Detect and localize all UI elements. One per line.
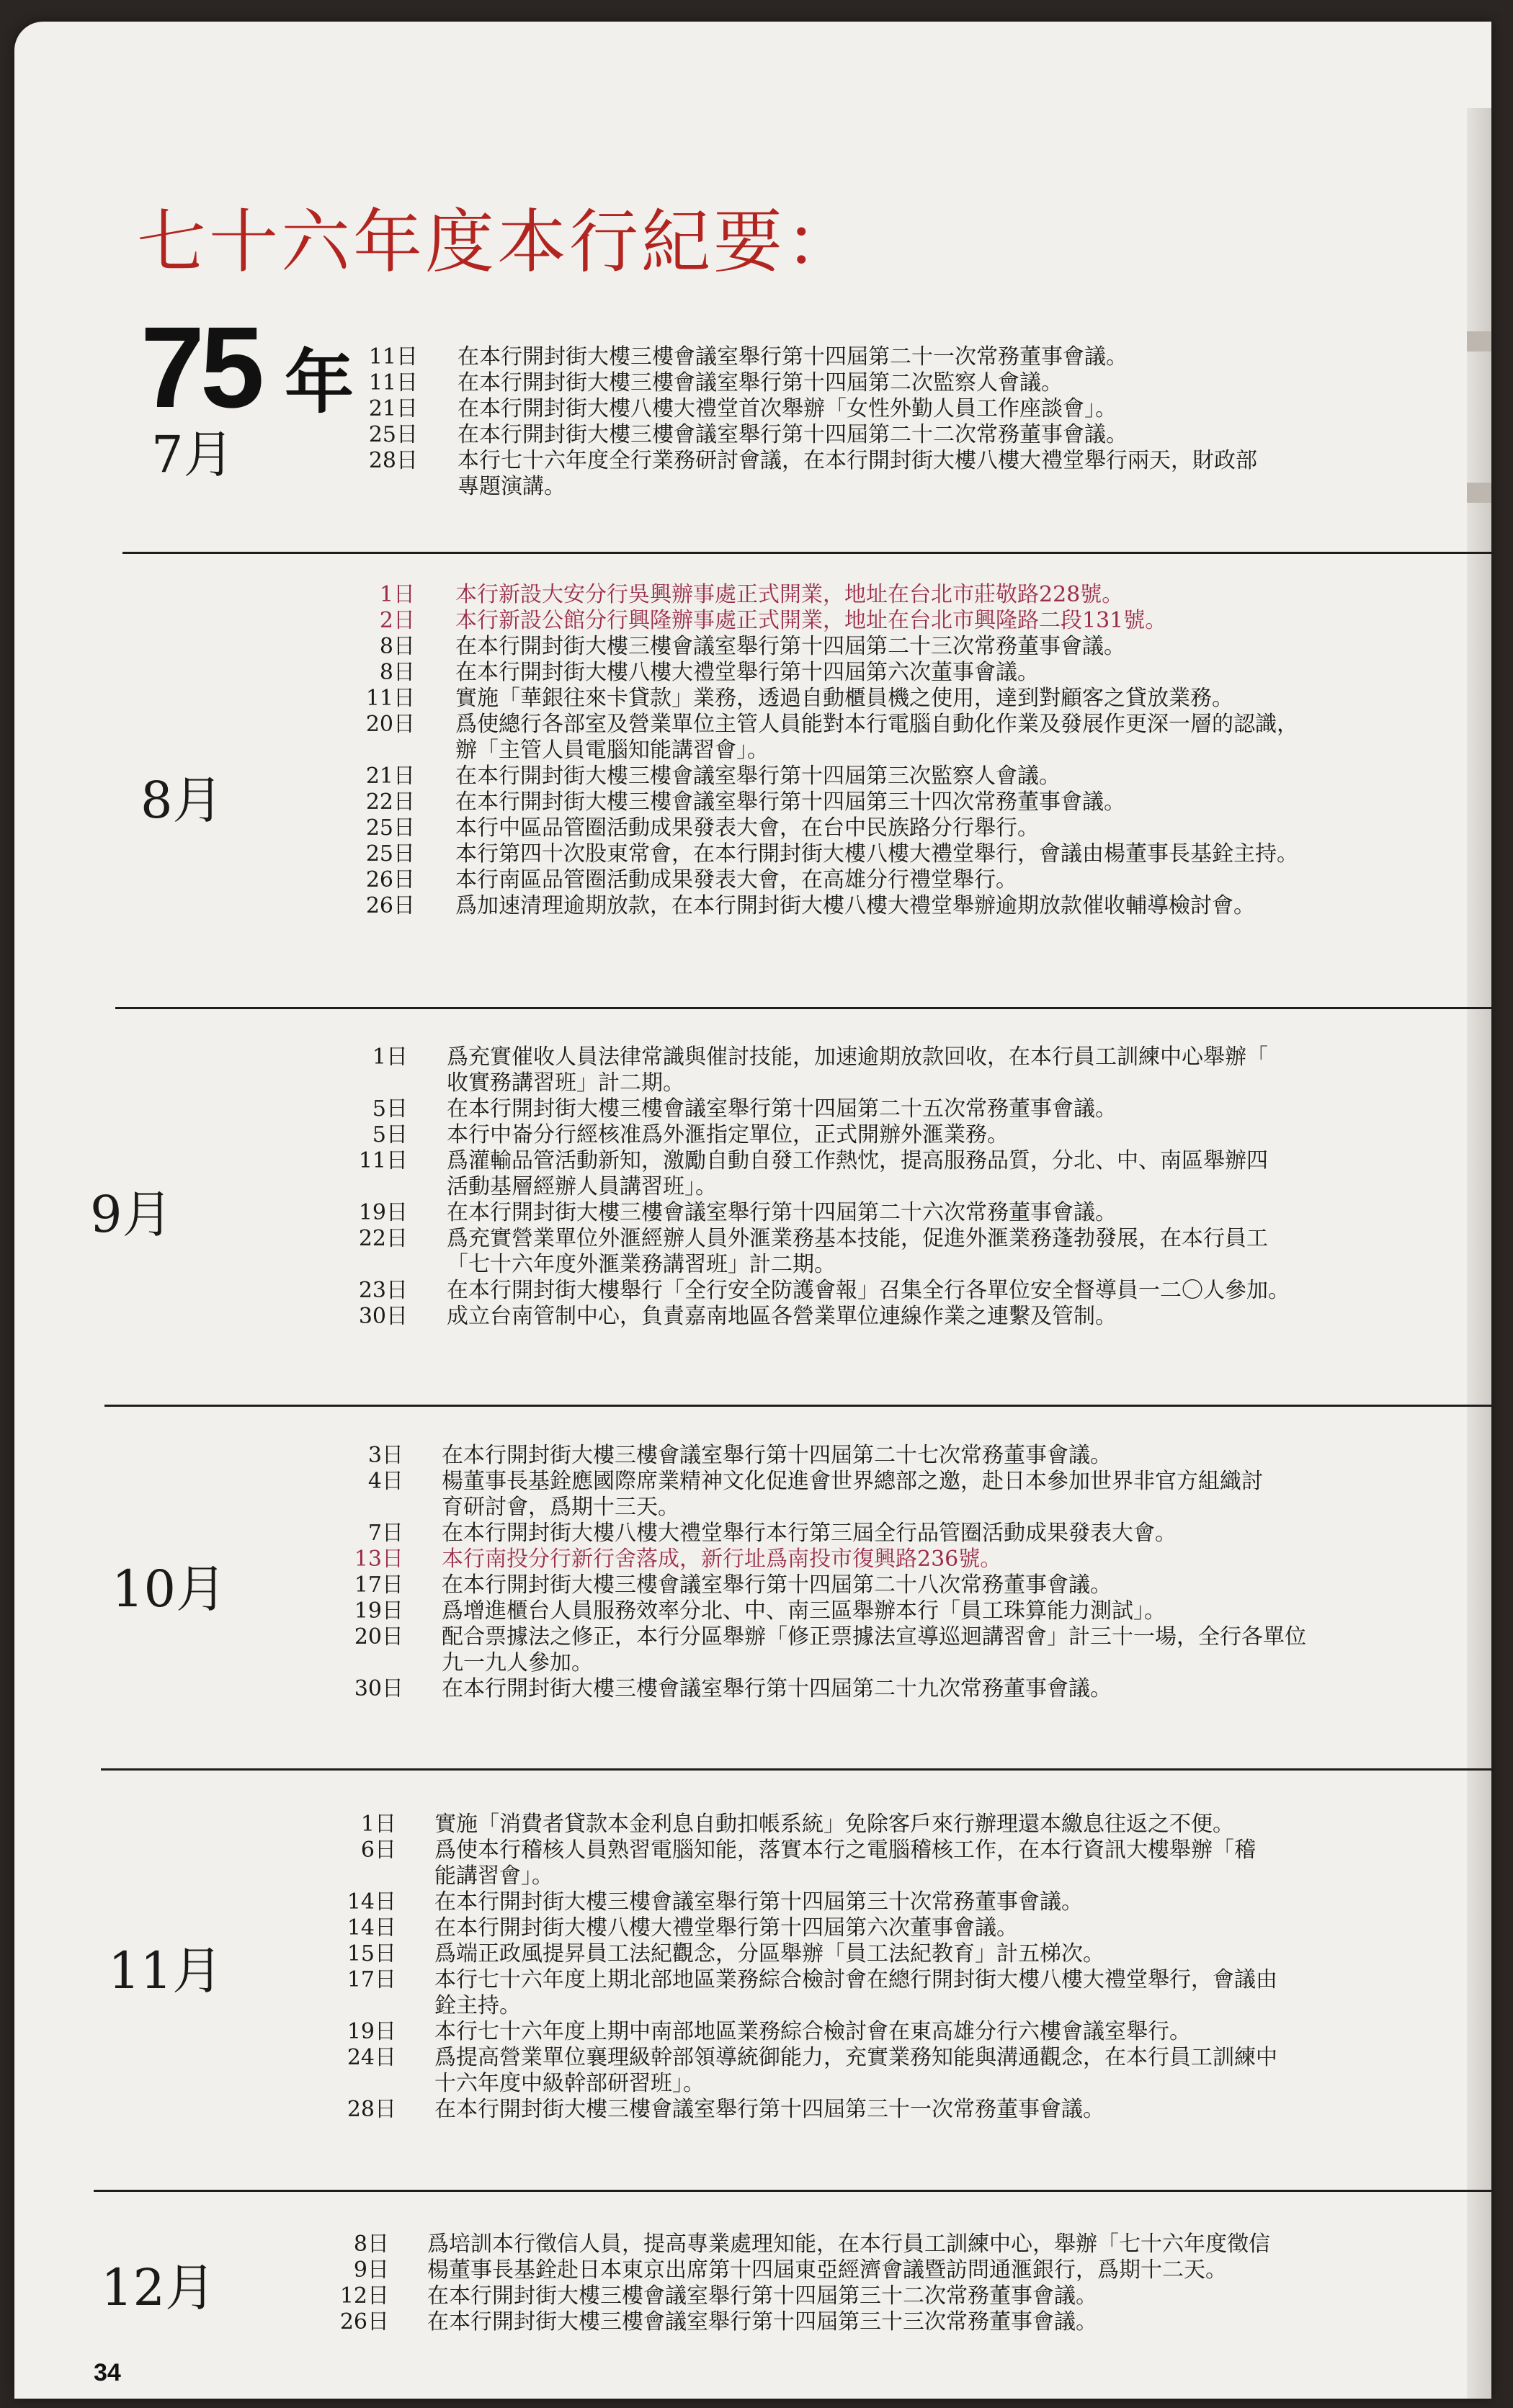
event-text-continued: 育研討會，爲期十三天。 (442, 1495, 679, 1520)
event-row (14, 416, 1491, 447)
event-text: 在本行開封街大樓三樓會議室舉行第十四屆第二十五次常務董事會議。 (447, 1096, 1117, 1122)
event-text: 本行第四十次股東常會，在本行開封街大樓八樓大禮堂舉行，會議由楊董事長基銓主持。 (455, 841, 1298, 867)
event-row (14, 810, 1491, 841)
event-text: 爲充實營業單位外滙經辦人員外滙業務基本技能，促進外滙業務蓬勃發展，在本行員工 (447, 1226, 1268, 1251)
event-day: 28日 (347, 2097, 396, 2122)
event-day: 11日 (368, 370, 418, 395)
month-label: 10月 (112, 1559, 227, 1619)
event-text: 在本行開封街大樓三樓會議室舉行第十四屆第三十次常務董事會議。 (434, 1889, 1083, 1915)
event-text-continued: 辦「主管人員電腦知能講習會」。 (455, 738, 769, 763)
event-day: 11日 (368, 344, 418, 370)
event-text: 本行中區品管圈活動成果發表大會，在台中民族路分行舉行。 (455, 815, 1039, 841)
event-text: 在本行開封街大樓八樓大禮堂舉行本行第三屆全行品管圈活動成果發表大會。 (442, 1521, 1177, 1546)
event-text: 實施「消費者貸款本金利息自動扣帳系統」免除客戶來行辦理還本繳息往返之不便。 (434, 1812, 1234, 1837)
event-day: 21日 (368, 396, 418, 421)
event-row (14, 861, 1491, 892)
year-number: 75 (140, 303, 260, 431)
event-text: 實施「華銀往來卡貸款」業務，透過自動櫃員機之使用，達到對顧客之貸放業務。 (455, 686, 1233, 711)
event-day: 8日 (379, 634, 415, 659)
event-row (14, 1039, 1491, 1070)
event-row (14, 339, 1491, 370)
event-row (14, 1116, 1491, 1147)
event-day: 9日 (353, 2257, 389, 2283)
event-text: 本行七十六年度上期北部地區業務綜合檢討會在總行開封街大樓八樓大禮堂舉行，會議由 (434, 1967, 1277, 1992)
event-row (14, 1437, 1491, 1468)
event-row (14, 2013, 1491, 2044)
event-day: 8日 (379, 660, 415, 685)
event-row (14, 1272, 1491, 1303)
event-day: 25日 (365, 815, 415, 841)
event-row (14, 1910, 1491, 1941)
event-row (14, 1619, 1491, 1650)
event-text: 在本行開封街大樓三樓會議室舉行第十四屆第二十八次常務董事會議。 (442, 1572, 1112, 1598)
event-text: 本行新設公館分行興隆辦事處正式開業，地址在台北市興隆路二段131號。 (455, 608, 1167, 633)
event-text-continued: 能講習會」。 (434, 1863, 553, 1889)
event-row (14, 1670, 1491, 1701)
event-text: 在本行開封街大樓三樓會議室舉行第十四屆第三十四次常務董事會議。 (455, 789, 1125, 815)
event-day: 14日 (347, 1889, 396, 1915)
event-day: 14日 (347, 1915, 396, 1941)
event-day: 11日 (358, 1148, 408, 1173)
event-text: 本行南投分行新行舍落成，新行址爲南投市復興路236號。 (442, 1547, 1002, 1572)
event-day: 12日 (339, 2283, 389, 2309)
event-row (14, 1298, 1491, 1329)
event-text-continued: 銓主持。 (434, 1993, 521, 2018)
event-row (14, 1832, 1491, 1863)
event-row (14, 2226, 1491, 2257)
event-text: 爲充實催收人員法律常識與催討技能，加速逾期放款回收，在本行員工訓練中心舉辦「 (447, 1044, 1268, 1070)
event-row (14, 2252, 1491, 2283)
month-divider (115, 1007, 1491, 1009)
event-text: 在本行開封街大樓三樓會議室舉行第十四屆第三次監察人會議。 (455, 764, 1061, 789)
event-text: 楊董事長基銓應國際席業精神文化促進會世界總部之邀，赴日本參加世界非官方組織討 (442, 1469, 1263, 1494)
event-row (14, 758, 1491, 789)
page-edge-mark (1467, 483, 1491, 503)
event-day: 26日 (365, 893, 415, 918)
event-row (14, 1593, 1491, 1624)
event-text: 爲使本行稽核人員熟習電腦知能，落實本行之電腦稽核工作，在本行資訊大樓舉辦「稽 (434, 1838, 1256, 1863)
event-row (14, 1220, 1491, 1251)
event-day: 25日 (365, 841, 415, 867)
event-day: 17日 (347, 1967, 396, 1992)
event-text: 在本行開封街大樓三樓會議室舉行第十四屆第二十九次常務董事會議。 (442, 1676, 1112, 1701)
event-day: 8日 (353, 2232, 389, 2257)
event-day: 22日 (358, 1226, 408, 1251)
event-row (14, 887, 1491, 918)
event-row (14, 364, 1491, 395)
event-text-continued: 九一九人參加。 (442, 1650, 593, 1675)
event-row (14, 2039, 1491, 2070)
month-label: 7月 (151, 425, 234, 484)
event-text: 爲端正政風提昇員工法紀觀念，分區舉辦「員工法紀教育」計五梯次。 (434, 1941, 1104, 1966)
event-text: 本行中崙分行經核准爲外滙指定單位，正式開辦外滙業務。 (447, 1122, 1009, 1147)
event-text: 在本行開封街大樓三樓會議室舉行第十四屆第二十一次常務董事會議。 (458, 344, 1128, 370)
event-text: 在本行開封街大樓八樓大禮堂舉行第十四屆第六次董事會議。 (455, 660, 1039, 685)
event-day: 15日 (347, 1941, 396, 1966)
month-divider (122, 552, 1491, 554)
event-day: 13日 (354, 1547, 403, 1572)
event-row (14, 680, 1491, 711)
event-text: 在本行開封街大樓三樓會議室舉行第十四屆第二十六次常務董事會議。 (447, 1200, 1117, 1225)
event-row (14, 706, 1491, 737)
event-day: 1日 (372, 1044, 408, 1070)
event-day: 1日 (360, 1812, 396, 1837)
event-text: 在本行開封街大樓三樓會議室舉行第十四屆第三十二次常務董事會議。 (427, 2283, 1097, 2309)
event-text: 爲加速清理逾期放款，在本行開封街大樓八樓大禮堂舉辦逾期放款催收輔導檢討會。 (455, 893, 1255, 918)
event-row (14, 628, 1491, 659)
event-text-continued: 專題演講。 (458, 474, 566, 499)
event-day: 11日 (365, 686, 415, 711)
event-day: 21日 (365, 764, 415, 789)
event-text-continued: 收實務講習班」計二期。 (447, 1070, 684, 1096)
event-text: 在本行開封街大樓八樓大禮堂首次舉辦「女性外勤人員工作座談會」。 (458, 396, 1117, 421)
event-day: 5日 (372, 1096, 408, 1122)
event-day: 6日 (360, 1838, 396, 1863)
event-text: 成立台南管制中心，負責嘉南地區各營業單位連線作業之連繫及管制。 (447, 1304, 1117, 1329)
event-row (14, 654, 1491, 685)
event-row (14, 1142, 1491, 1173)
event-text: 在本行開封街大樓舉行「全行安全防護會報」召集全行各單位安全督導員一二〇人參加。 (447, 1278, 1290, 1303)
event-text: 在本行開封街大樓三樓會議室舉行第十四屆第三十三次常務董事會議。 (427, 2309, 1097, 2335)
event-text: 本行七十六年度上期中南部地區業務綜合檢討會在東高雄分行六樓會議室舉行。 (434, 2019, 1191, 2044)
event-day: 23日 (358, 1278, 408, 1303)
month-divider (104, 1405, 1491, 1407)
event-text: 爲培訓本行徵信人員，提高專業處理知能，在本行員工訓練中心，舉辦「七十六年度徵信 (427, 2232, 1270, 2257)
event-text-continued: 「七十六年度外滙業務講習班」計二期。 (447, 1252, 836, 1277)
event-text: 在本行開封街大樓三樓會議室舉行第十四屆第二十二次常務董事會議。 (458, 422, 1128, 447)
event-day: 28日 (368, 448, 418, 473)
event-day: 19日 (347, 2019, 396, 2044)
month-label: 12月 (101, 2258, 216, 2317)
event-row (14, 1541, 1491, 1572)
year-unit: 年 (285, 341, 354, 423)
event-text-continued: 活動基層經辦人員講習班」。 (447, 1174, 717, 1199)
month-label: 8月 (140, 771, 223, 830)
event-text: 在本行開封街大樓三樓會議室舉行第十四屆第二十七次常務董事會議。 (442, 1443, 1112, 1468)
event-text: 在本行開封街大樓八樓大禮堂舉行第十四屆第六次董事會議。 (434, 1915, 1018, 1941)
event-day: 1日 (379, 582, 415, 607)
event-day: 20日 (354, 1624, 403, 1650)
event-row (14, 1091, 1491, 1122)
event-row (14, 602, 1491, 633)
event-row (14, 1884, 1491, 1915)
event-text: 本行新設大安分行吳興辦事處正式開業，地址在台北市莊敬路228號。 (455, 582, 1124, 607)
event-row (14, 390, 1491, 421)
event-row (14, 576, 1491, 607)
event-text-continued: 十六年度中級幹部研習班」。 (434, 2071, 705, 2096)
page-title: 七十六年度本行紀要： (137, 202, 857, 282)
event-text: 楊董事長基銓赴日本東京出席第十四屆東亞經濟會議暨訪問通滙銀行，爲期十二天。 (427, 2257, 1227, 2283)
event-text: 本行南區品管圈活動成果發表大會，在高雄分行禮堂舉行。 (455, 867, 1017, 892)
event-day: 4日 (367, 1469, 403, 1494)
month-label: 11月 (108, 1941, 223, 2000)
event-text: 本行七十六年度全行業務研討會議，在本行開封街大樓八樓大禮堂舉行兩天，財政部 (458, 448, 1257, 473)
event-day: 3日 (367, 1443, 403, 1468)
event-day: 20日 (365, 712, 415, 737)
month-divider (101, 1768, 1491, 1771)
event-day: 30日 (354, 1676, 403, 1701)
event-text: 在本行開封街大樓三樓會議室舉行第十四屆第三十一次常務董事會議。 (434, 2097, 1104, 2122)
month-label: 9月 (90, 1185, 173, 1244)
event-text: 爲提高營業單位襄理級幹部領導統御能力，充實業務知能與溝通觀念，在本行員工訓練中 (434, 2045, 1277, 2070)
event-day: 5日 (372, 1122, 408, 1147)
event-text: 爲灌輸品管活動新知，激勵自動自發工作熱忱，提高服務品質，分北、中、南區舉辦四 (447, 1148, 1268, 1173)
event-day: 19日 (354, 1598, 403, 1624)
event-row (14, 1806, 1491, 1837)
event-row (14, 1935, 1491, 1966)
event-day: 24日 (347, 2045, 396, 2070)
event-text: 在本行開封街大樓三樓會議室舉行第十四屆第二十三次常務董事會議。 (455, 634, 1125, 659)
event-text: 配合票據法之修正，本行分區舉辦「修正票據法宣導巡迴講習會」計三十一場，全行各單位 (442, 1624, 1306, 1650)
event-day: 19日 (358, 1200, 408, 1225)
event-row (14, 2304, 1491, 2335)
month-divider (94, 2190, 1491, 2192)
page (14, 22, 1491, 2399)
event-day: 2日 (379, 608, 415, 633)
event-day: 26日 (365, 867, 415, 892)
event-text: 在本行開封街大樓三樓會議室舉行第十四屆第二次監察人會議。 (458, 370, 1063, 395)
event-row (14, 1515, 1491, 1546)
event-day: 17日 (354, 1572, 403, 1598)
event-row (14, 836, 1491, 867)
page-number: 34 (94, 2359, 121, 2386)
event-day: 30日 (358, 1304, 408, 1329)
event-text: 爲使總行各部室及營業單位主管人員能對本行電腦自動化作業及發展作更深一層的認識， (455, 712, 1298, 737)
event-day: 26日 (339, 2309, 389, 2335)
event-row (14, 2091, 1491, 2122)
event-day: 25日 (368, 422, 418, 447)
event-day: 7日 (367, 1521, 403, 1546)
event-row (14, 1463, 1491, 1494)
event-text: 爲增進櫃台人員服務效率分北、中、南三區舉辦本行「員工珠算能力測試」。 (442, 1598, 1166, 1624)
event-day: 22日 (365, 789, 415, 815)
